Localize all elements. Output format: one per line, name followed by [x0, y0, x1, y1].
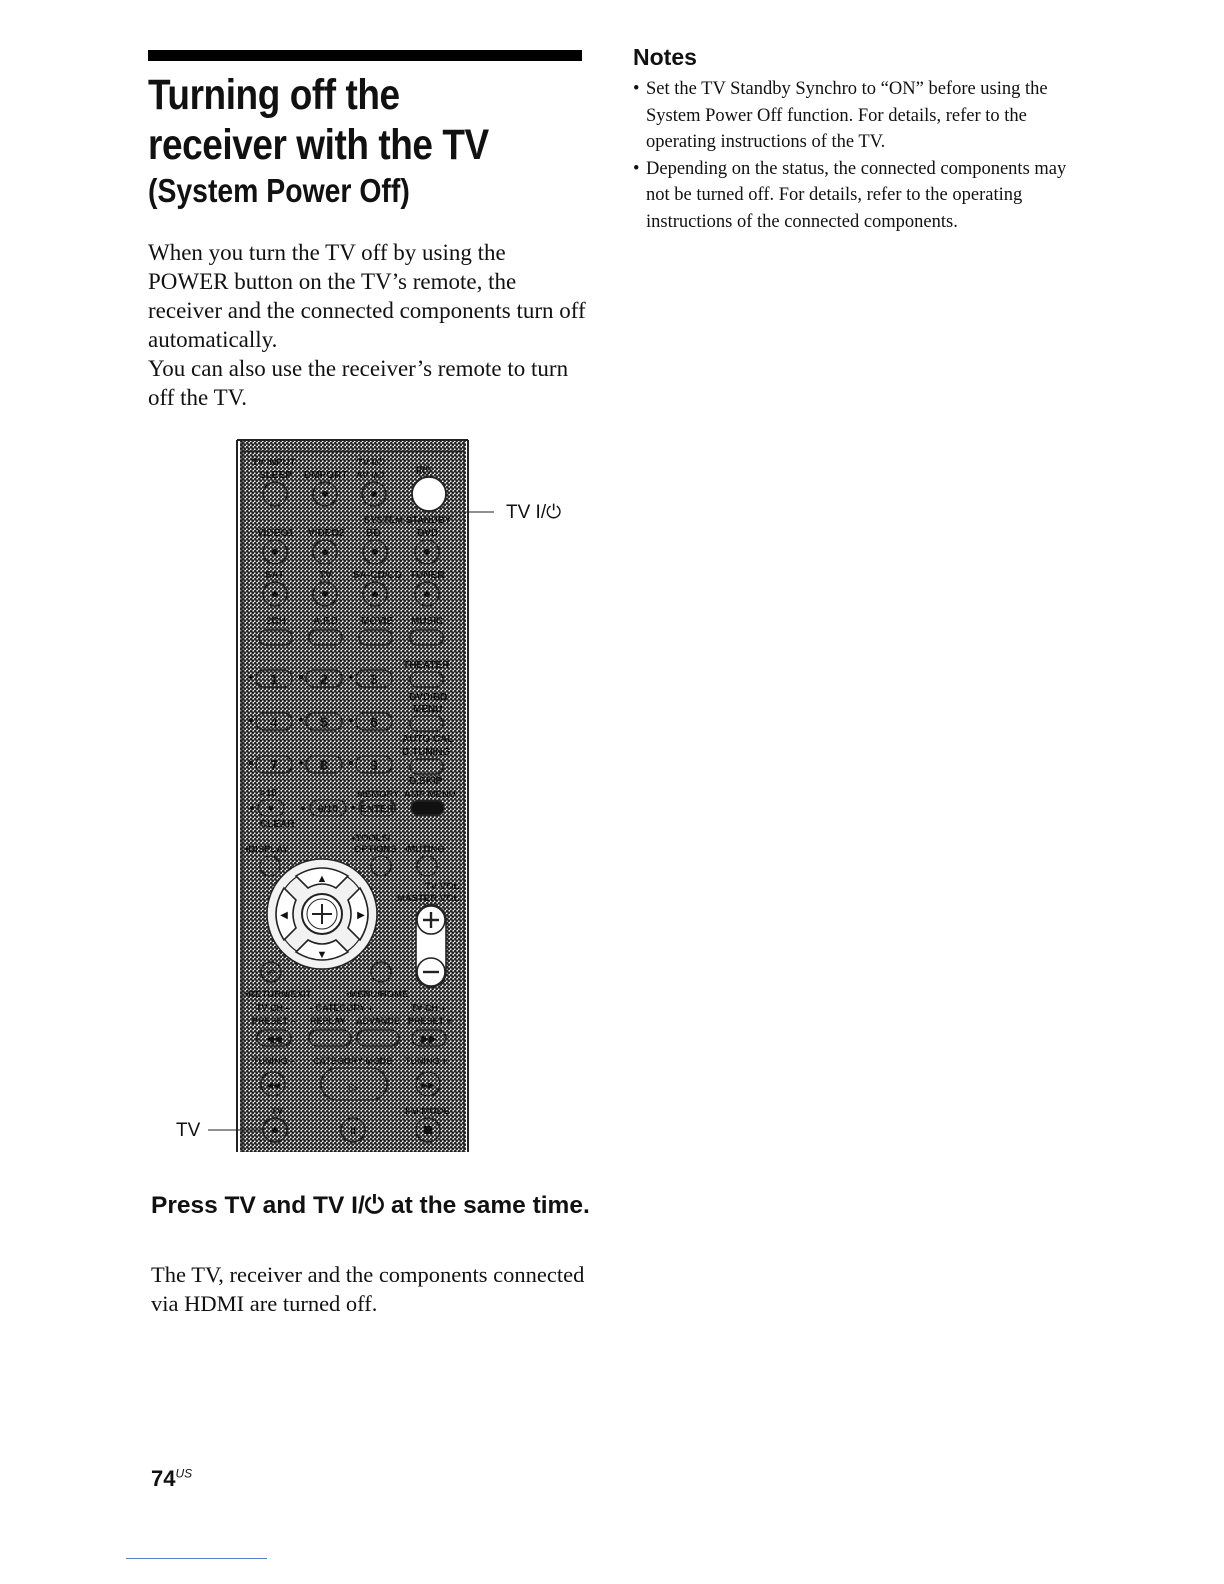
label-clear: CLEAR — [260, 819, 295, 830]
label-ampmenu: AMP MENU — [404, 789, 456, 800]
note-item: • Depending on the status, the connected components may not be turned off. For details, refer to the operating instructions of the connected components. — [633, 156, 1073, 236]
label-tvvol: TV VOL — [425, 881, 460, 892]
label-tv-input: TV INPUT — [252, 457, 296, 468]
amp-menu-button[interactable] — [411, 801, 444, 815]
dot-icon — [322, 549, 328, 555]
notes-list — [633, 76, 1073, 235]
label-movie: MOVIE — [361, 616, 394, 627]
label-av-power: AV I/⏻ — [356, 470, 384, 481]
label-preset-minus: PRESET – — [252, 1016, 296, 1026]
page-title: Turning off the receiver with the TV — [148, 71, 489, 169]
dot-icon — [424, 591, 430, 597]
label-menu: MENU — [413, 704, 443, 715]
dmport-dot-icon — [322, 491, 328, 497]
label-video2: VIDEO2 — [308, 528, 345, 539]
label-preset-plus: PRESET + — [408, 1016, 452, 1026]
label-category: – CATEGORY + — [308, 1003, 374, 1013]
label-tuning-plus: TUNING + — [405, 1056, 448, 1066]
label-fm-mode: FM MODE — [405, 1106, 450, 1117]
dot-icon — [272, 1127, 278, 1133]
dot-icon — [349, 675, 353, 679]
digit-label: 2 — [320, 671, 328, 687]
callout-tv: TV — [176, 1120, 201, 1141]
power-button[interactable] — [412, 477, 446, 511]
label-theater: THEATER — [403, 660, 450, 671]
digit-label: 1 — [270, 671, 278, 687]
fast-forward-icon: ▶▶ — [421, 1080, 435, 1090]
label-bd: BD — [366, 528, 381, 539]
label-advance: ADVANCE — [356, 1016, 400, 1026]
step-body: The TV, receiver and the components connected via HDMI are turned off. — [151, 1262, 585, 1316]
arrow-left-icon: ◀ — [280, 910, 288, 921]
label-tv-bottom: TV — [271, 1106, 284, 1117]
label-tvch-plus: TV CH + — [411, 1003, 446, 1013]
label-system-standby: SYSTEM STANDBY — [364, 515, 451, 526]
dot-icon — [249, 675, 253, 679]
label-2ch: 2CH — [266, 616, 287, 627]
note-item: • Set the TV Standby Synchro to “ON” before using the System Power Off function. For details, refer to the operating instructions of the TV. — [633, 76, 1073, 156]
dot-icon — [269, 806, 274, 811]
digit-label: 6 — [370, 714, 378, 730]
dot-icon — [424, 549, 430, 555]
footer-rule — [126, 1558, 267, 1559]
label-mastervol: MASTER VOL — [397, 893, 460, 904]
label-tvch-minus: TV CH – — [256, 1003, 291, 1013]
label-tuner: TUNER — [410, 570, 445, 581]
dot-icon — [322, 591, 328, 597]
label-sleep: SLEEP — [259, 470, 292, 481]
label-tools: •TOOLS/ — [352, 833, 391, 844]
dot-icon — [249, 718, 253, 722]
page-number — [151, 1466, 192, 1492]
digit-label: 0/10 — [317, 803, 339, 815]
skip-previous-icon: ◀◀ — [266, 1034, 282, 1045]
label-options: OPTIONS — [354, 844, 397, 855]
intro-paragraph: You can also use the receiver’s remote to turn off the TV. — [148, 356, 569, 410]
digit-label: 7 — [270, 757, 278, 773]
enter-label: ENTER — [360, 804, 394, 815]
dot-icon — [272, 549, 278, 555]
label-tuning-minus: TUNING – — [253, 1056, 296, 1066]
dot-icon — [299, 718, 303, 722]
advance-icon: → — [373, 1034, 383, 1045]
label-memory: MEMORY — [357, 789, 400, 800]
step-heading: Press TV and TV I/⏻ at the same time. — [151, 1192, 590, 1219]
page-subtitle: (System Power Off) — [148, 172, 410, 209]
digit-label: 8 — [320, 757, 328, 773]
dot-icon — [249, 761, 253, 765]
label-menuhome: •MENU/HOME — [346, 989, 409, 1000]
return-arrow-icon: ↶ — [266, 968, 276, 980]
replay-icon: ← — [325, 1034, 335, 1045]
label-return: •RETURN/EXIT — [245, 989, 312, 1000]
title-rule — [148, 50, 582, 61]
arrow-down-icon: ▼ — [316, 949, 328, 961]
label-video1: VIDEO1 — [257, 528, 294, 539]
pause-icon: II — [350, 1126, 356, 1137]
label-afd: A.F.D. — [313, 616, 341, 627]
dot-icon — [299, 675, 303, 679]
label-tv-input-select: TV — [319, 570, 332, 581]
label-sat: SAT — [265, 570, 285, 581]
label-dvd: DVD — [417, 528, 439, 539]
label-music: MUSIC — [411, 616, 444, 627]
label-replay: REPLAY — [310, 1016, 346, 1026]
remote-control-figure — [160, 436, 600, 1152]
callout-tv-power: TV I/⏻ — [506, 502, 562, 523]
label-muting: •MUTING — [404, 844, 445, 855]
intro-paragraph: When you turn the TV off by using the POWER button on the TV’s remote, the receiver and the connected components turn off automatically. — [148, 240, 586, 352]
dot-icon — [351, 806, 355, 810]
label-autocal: AUTO CAL — [402, 734, 454, 745]
label-dvdbd: DVD/BD — [409, 692, 448, 703]
label-display: •DISPLAY — [245, 844, 289, 855]
label-category-mode: CATEGORY MODE — [313, 1056, 393, 1066]
dot-icon — [299, 761, 303, 765]
label-sacd: SA-CD/CD — [353, 570, 402, 581]
page-number-suffix: US — [175, 1466, 193, 1481]
digit-label: 9 — [370, 757, 378, 773]
label-dtuning: D.TUNING — [402, 747, 451, 758]
dot-icon — [372, 549, 378, 555]
rewind-icon: ◀◀ — [266, 1080, 280, 1090]
dot-icon — [272, 591, 278, 597]
digit-label: 5 — [320, 714, 328, 730]
arrow-up-icon: ▲ — [316, 873, 328, 885]
digit-label: 3 — [370, 671, 378, 687]
label-power: I/⏻ — [416, 465, 431, 477]
dot-icon — [372, 591, 378, 597]
page-number-value: 74 — [151, 1466, 176, 1491]
dot-icon — [301, 806, 305, 810]
play-icon: ▷ — [349, 1080, 359, 1094]
label-gt10: >10 — [260, 788, 277, 799]
stop-icon — [424, 1126, 432, 1134]
notes-heading: Notes — [633, 44, 697, 70]
digit-label: 4 — [270, 714, 278, 730]
label-dskip: D.SKIP — [409, 776, 443, 787]
dot-icon — [250, 806, 254, 810]
label-tv-power-small: TV I/⏻ — [357, 457, 385, 468]
arrow-right-icon: ▶ — [357, 910, 365, 921]
label-dmport: DMPORT — [304, 470, 348, 481]
tv-power-dot-icon — [371, 491, 377, 497]
intro-text — [148, 238, 588, 412]
dot-icon — [349, 761, 353, 765]
dot-icon — [349, 718, 353, 722]
skip-next-icon: ▶▶ — [421, 1034, 437, 1045]
